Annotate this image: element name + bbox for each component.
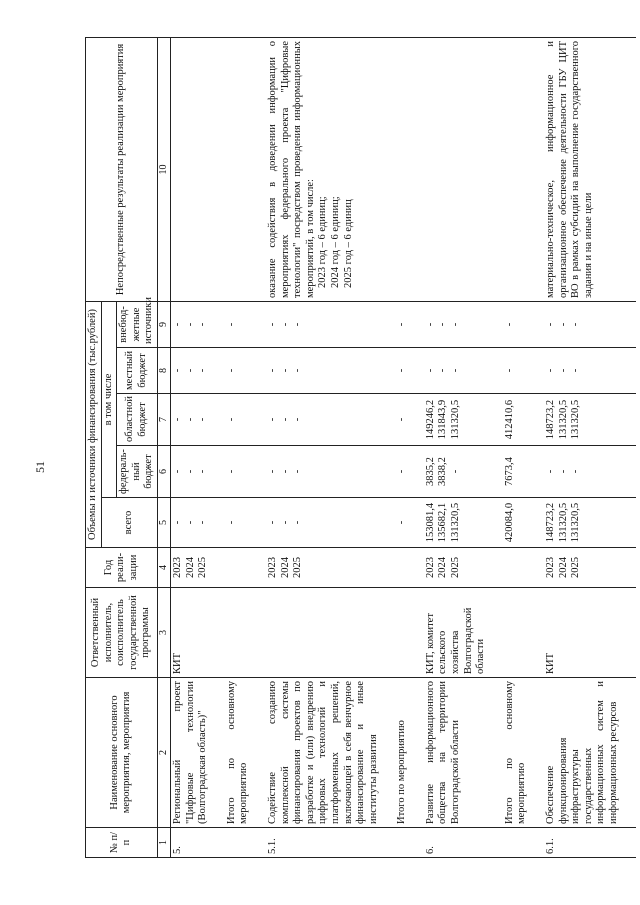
spacer-cell	[211, 37, 225, 301]
spacer-cell	[410, 678, 424, 828]
row-years	[225, 548, 252, 588]
spacer-cell	[252, 446, 266, 498]
regional-value: -	[197, 417, 209, 422]
local-value: -	[570, 368, 582, 373]
local-value: -	[292, 368, 304, 373]
column-number: 10	[157, 37, 170, 301]
extra-value: -	[225, 322, 237, 327]
header-funding-group: Объемы и источники финансирования (тыс.рублей)	[86, 301, 102, 547]
header-year: Год реали-зации	[86, 548, 158, 588]
row-extra	[395, 301, 410, 347]
row-executor	[503, 588, 530, 678]
total-value: 131320,5	[570, 502, 582, 543]
row-result	[225, 37, 252, 301]
spacer-row	[489, 37, 503, 857]
row-federal	[424, 446, 489, 498]
spacer-row	[211, 37, 225, 857]
spacer-cell	[410, 301, 424, 347]
spacer-cell	[489, 301, 503, 347]
row-number: 5.	[170, 828, 210, 858]
row-federal	[395, 446, 410, 498]
table-row	[170, 37, 210, 857]
header-num: № п/п	[86, 828, 158, 858]
spacer-cell	[211, 498, 225, 548]
year-value: 2024	[279, 557, 291, 578]
total-value: -	[197, 520, 209, 525]
row-number: 5.1.	[266, 828, 381, 858]
row-executor: КИТ	[170, 588, 210, 678]
federal-value: -	[557, 469, 569, 474]
spacer-cell	[530, 446, 544, 498]
row-years	[170, 548, 210, 588]
spacer-cell	[381, 678, 395, 828]
row-total	[424, 498, 489, 548]
row-regional	[266, 394, 381, 446]
local-value: -	[545, 368, 557, 373]
spacer-cell	[381, 446, 395, 498]
row-executor	[225, 588, 252, 678]
total-value: -	[171, 520, 183, 525]
spacer-cell	[410, 548, 424, 588]
row-years	[395, 548, 410, 588]
column-number: 6	[157, 446, 170, 498]
row-activity-name: Обеспечение функционирования инфраструктуры государственных информационных систем и информационных ресурсов	[544, 678, 622, 828]
header-federal: федераль-ный бюджет	[117, 446, 158, 498]
row-number	[503, 828, 530, 858]
row-local	[225, 348, 252, 394]
regional-value: -	[279, 417, 291, 422]
header-local: местный бюджет	[117, 348, 158, 394]
extra-value: -	[437, 322, 449, 327]
spacer-cell	[530, 678, 544, 828]
spacer-cell	[381, 37, 395, 301]
row-local	[170, 348, 210, 394]
result-item: 2024 год – 6 единиц;	[329, 196, 341, 288]
federal-value: -	[450, 469, 462, 474]
table-row	[266, 37, 381, 857]
row-local	[395, 348, 410, 394]
row-years	[424, 548, 489, 588]
column-number: 9	[157, 301, 170, 347]
spacer-row	[410, 37, 424, 857]
spacer-cell	[622, 394, 636, 446]
year-value: 2023	[266, 557, 278, 578]
spacer-cell	[252, 588, 266, 678]
spacer-cell	[489, 498, 503, 548]
row-executor: КИТ	[544, 588, 622, 678]
table-row	[395, 37, 410, 857]
row-extra	[170, 301, 210, 347]
spacer-cell	[530, 394, 544, 446]
row-activity-name: Региональный проект "Цифровые технологии (Волгоградская область)"	[170, 678, 210, 828]
spacer-cell	[489, 678, 503, 828]
spacer-cell	[252, 548, 266, 588]
column-number: 2	[157, 678, 170, 828]
row-extra	[225, 301, 252, 347]
total-value: 420084,0	[503, 502, 515, 543]
total-value: -	[266, 520, 278, 525]
spacer-cell	[410, 498, 424, 548]
column-number-row	[157, 37, 170, 857]
regional-value: 131320,5	[450, 399, 462, 440]
federal-value: -	[570, 469, 582, 474]
row-result	[395, 37, 410, 301]
spacer-cell	[211, 348, 225, 394]
total-value: 153081,4	[424, 502, 436, 543]
local-value: -	[396, 368, 408, 373]
regional-value: 131843,9	[437, 399, 449, 440]
spacer-cell	[410, 446, 424, 498]
row-number: 6.1.	[544, 828, 622, 858]
year-value: 2025	[450, 557, 462, 578]
year-value: 2024	[437, 557, 449, 578]
spacer-cell	[530, 37, 544, 301]
spacer-cell	[489, 348, 503, 394]
spacer-cell	[252, 37, 266, 301]
spacer-cell	[410, 394, 424, 446]
total-value: -	[184, 520, 196, 525]
total-value: -	[279, 520, 291, 525]
spacer-cell	[489, 588, 503, 678]
header-in-that-number: в том числе	[101, 301, 117, 497]
local-value: -	[279, 368, 291, 373]
header-extra: внебюд-жетные источники	[117, 301, 158, 347]
row-result	[424, 37, 489, 301]
federal-value: -	[545, 469, 557, 474]
total-value: 131320,5	[557, 502, 569, 543]
spacer-cell	[252, 828, 266, 858]
spacer-cell	[211, 678, 225, 828]
spacer-cell	[381, 498, 395, 548]
extra-value: -	[557, 322, 569, 327]
year-value: 2024	[557, 557, 569, 578]
result-text: оказание содействия в доведении информации о мероприятиях федерального проекта "Цифровые технологии" посредством проведения информационных мероприятий, в том числе:	[266, 40, 316, 298]
row-executor	[266, 588, 381, 678]
year-value: 2025	[570, 557, 582, 578]
spacer-cell	[530, 348, 544, 394]
result-text: материально-техническое, информационное и организационное обеспечение деятельности ГБУ ЦИТ ВО в рамках субсидий на выполнение государственного задания и на иные цели	[545, 40, 594, 298]
row-federal	[266, 446, 381, 498]
row-regional	[395, 394, 410, 446]
local-value: -	[450, 368, 462, 373]
row-years	[503, 548, 530, 588]
spacer-row	[530, 37, 544, 857]
row-activity-name: Содействие созданию комплексной системы финансирования проектов по разработке и (или) внедрению цифровых технологий и платформенных решений, включающей в себя венчурное финансирование и иные институты развития	[266, 678, 381, 828]
extra-value: -	[450, 322, 462, 327]
local-value: -	[197, 368, 209, 373]
spacer-cell	[211, 301, 225, 347]
extra-value: -	[396, 322, 408, 327]
row-local	[544, 348, 622, 394]
regional-value: 412410,6	[503, 399, 515, 440]
year-value: 2025	[197, 557, 209, 578]
row-activity-name: Развитие информационного общества на территории Волгоградской области	[424, 678, 489, 828]
extra-value: -	[570, 322, 582, 327]
extra-value: -	[184, 322, 196, 327]
extra-value: -	[503, 322, 515, 327]
row-years	[544, 548, 622, 588]
row-result	[503, 37, 530, 301]
spacer-cell	[489, 828, 503, 858]
extra-value: -	[292, 322, 304, 327]
spacer-cell	[410, 828, 424, 858]
row-activity-name: Итого по мероприятию	[395, 678, 410, 828]
regional-value: -	[184, 417, 196, 422]
row-executor	[395, 588, 410, 678]
column-number: 8	[157, 348, 170, 394]
table-row	[544, 37, 622, 857]
spacer-cell	[381, 348, 395, 394]
row-number: 6.	[424, 828, 489, 858]
table-row	[503, 37, 530, 857]
row-total	[503, 498, 530, 548]
row-activity-name: Итого по основному мероприятию	[225, 678, 252, 828]
row-total	[170, 498, 210, 548]
spacer-cell	[530, 828, 544, 858]
local-value: -	[225, 368, 237, 373]
regional-value: 131320,5	[570, 399, 582, 440]
row-regional	[225, 394, 252, 446]
regional-value: 149246,2	[424, 399, 436, 440]
local-value: -	[184, 368, 196, 373]
result-item: 2025 год – 6 единиц	[342, 199, 354, 288]
row-result	[544, 37, 622, 301]
row-local	[424, 348, 489, 394]
result-item: 2023 год – 6 единиц;	[317, 196, 329, 288]
federal-value: -	[396, 469, 408, 474]
year-value: 2023	[424, 557, 436, 578]
year-value: 2025	[292, 557, 304, 578]
header-regional: областной бюджет	[117, 394, 158, 446]
federal-value: -	[292, 469, 304, 474]
column-number: 3	[157, 588, 170, 678]
spacer-row	[622, 37, 636, 857]
federal-value: 3835,2	[424, 457, 436, 486]
spacer-cell	[381, 588, 395, 678]
federal-value: -	[266, 469, 278, 474]
spacer-cell	[622, 348, 636, 394]
row-total	[266, 498, 381, 548]
row-total	[395, 498, 410, 548]
row-total	[544, 498, 622, 548]
spacer-cell	[381, 548, 395, 588]
column-number: 7	[157, 394, 170, 446]
table-body	[170, 37, 635, 857]
spacer-cell	[622, 678, 636, 828]
row-local	[266, 348, 381, 394]
row-extra	[503, 301, 530, 347]
regional-value: -	[225, 417, 237, 422]
row-result	[170, 37, 210, 301]
spacer-cell	[252, 301, 266, 347]
table-header	[86, 37, 171, 857]
row-federal	[170, 446, 210, 498]
rotated-document-page	[33, 40, 619, 858]
row-federal	[225, 446, 252, 498]
extra-value: -	[266, 322, 278, 327]
federal-value: 7673,4	[503, 457, 515, 486]
spacer-cell	[211, 588, 225, 678]
spacer-cell	[252, 498, 266, 548]
spacer-cell	[381, 301, 395, 347]
table-row	[424, 37, 489, 857]
regional-value: 148723,2	[545, 399, 557, 440]
row-executor: КИТ, комитет сельского хозяйства Волгоградской области	[424, 588, 489, 678]
row-number	[225, 828, 252, 858]
spacer-cell	[211, 446, 225, 498]
row-extra	[544, 301, 622, 347]
spacer-row	[381, 37, 395, 857]
spacer-cell	[530, 588, 544, 678]
spacer-cell	[622, 37, 636, 301]
spacer-cell	[381, 394, 395, 446]
local-value: -	[437, 368, 449, 373]
federal-value: 3838,2	[437, 457, 449, 486]
spacer-cell	[410, 588, 424, 678]
row-local	[503, 348, 530, 394]
local-value: -	[557, 368, 569, 373]
row-regional	[424, 394, 489, 446]
year-value: 2024	[184, 557, 196, 578]
row-regional	[170, 394, 210, 446]
extra-value: -	[424, 322, 436, 327]
spacer-row	[252, 37, 266, 857]
spacer-cell	[211, 394, 225, 446]
extra-value: -	[171, 322, 183, 327]
total-value: 148723,2	[545, 502, 557, 543]
row-activity-name: Итого по основному мероприятию	[503, 678, 530, 828]
extra-value: -	[279, 322, 291, 327]
spacer-cell	[252, 348, 266, 394]
header-result: Непосредственные результаты реализации мероприятия	[86, 37, 158, 301]
funding-table	[85, 37, 636, 858]
header-executor: Ответственный исполнитель, соисполнитель государственной программы	[86, 588, 158, 678]
year-value: 2023	[171, 557, 183, 578]
spacer-cell	[530, 301, 544, 347]
spacer-cell	[622, 828, 636, 858]
column-number: 1	[157, 828, 170, 858]
year-value: 2023	[545, 557, 557, 578]
column-number: 4	[157, 548, 170, 588]
header-name: Наименование основного мероприятия, мероприятия	[86, 678, 158, 828]
spacer-cell	[410, 37, 424, 301]
row-number	[395, 828, 410, 858]
total-value: -	[396, 520, 408, 525]
column-number: 5	[157, 498, 170, 548]
regional-value: 131320,5	[557, 399, 569, 440]
spacer-cell	[489, 446, 503, 498]
spacer-cell	[211, 828, 225, 858]
local-value: -	[266, 368, 278, 373]
row-extra	[424, 301, 489, 347]
page-number: 51	[33, 461, 47, 473]
header-total: всего	[101, 498, 157, 548]
regional-value: -	[266, 417, 278, 422]
total-value: -	[292, 520, 304, 525]
row-total	[225, 498, 252, 548]
spacer-cell	[622, 301, 636, 347]
spacer-cell	[381, 828, 395, 858]
federal-value: -	[184, 469, 196, 474]
local-value: -	[424, 368, 436, 373]
regional-value: -	[171, 417, 183, 422]
spacer-cell	[530, 548, 544, 588]
extra-value: -	[197, 322, 209, 327]
spacer-cell	[211, 548, 225, 588]
row-extra	[266, 301, 381, 347]
local-value: -	[171, 368, 183, 373]
federal-value: -	[279, 469, 291, 474]
row-years	[266, 548, 381, 588]
spacer-cell	[489, 394, 503, 446]
spacer-cell	[489, 37, 503, 301]
spacer-cell	[530, 498, 544, 548]
row-regional	[544, 394, 622, 446]
spacer-cell	[252, 678, 266, 828]
row-federal	[544, 446, 622, 498]
total-value: 135682,1	[437, 502, 449, 543]
regional-value: -	[396, 417, 408, 422]
spacer-cell	[622, 548, 636, 588]
federal-value: -	[225, 469, 237, 474]
federal-value: -	[171, 469, 183, 474]
row-result	[266, 37, 381, 301]
spacer-cell	[622, 498, 636, 548]
federal-value: -	[197, 469, 209, 474]
extra-value: -	[545, 322, 557, 327]
spacer-cell	[622, 588, 636, 678]
spacer-cell	[410, 348, 424, 394]
total-value: 131320,5	[450, 502, 462, 543]
spacer-cell	[489, 548, 503, 588]
regional-value: -	[292, 417, 304, 422]
row-federal	[503, 446, 530, 498]
total-value: -	[225, 520, 237, 525]
local-value: -	[503, 368, 515, 373]
spacer-cell	[622, 446, 636, 498]
table-row	[225, 37, 252, 857]
spacer-cell	[252, 394, 266, 446]
row-regional	[503, 394, 530, 446]
